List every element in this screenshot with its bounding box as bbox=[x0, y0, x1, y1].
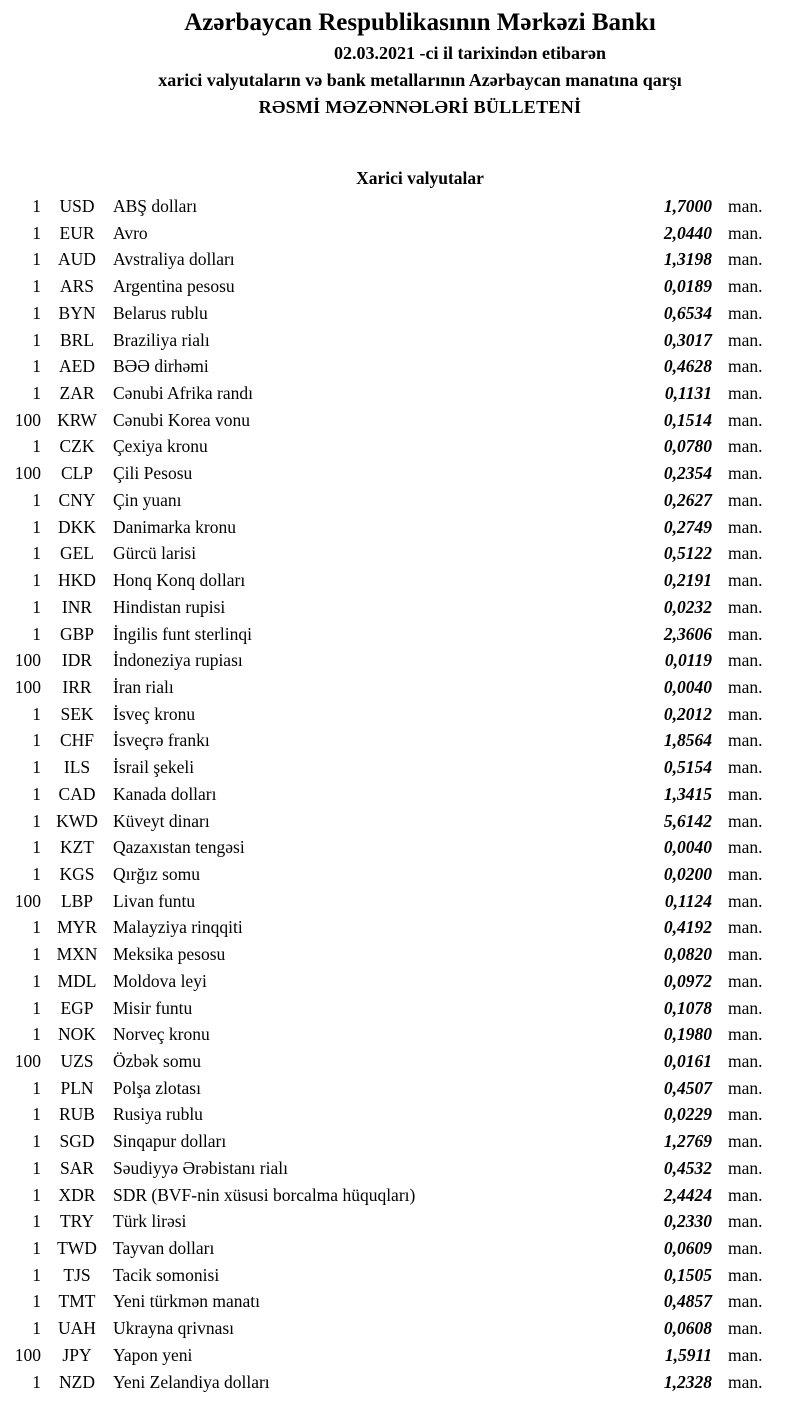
unit-label: man. bbox=[728, 783, 763, 804]
currency-name: SDR (BVF-nin xüsusi borcalma hüquqları) bbox=[113, 1184, 416, 1205]
unit-label: man. bbox=[728, 757, 763, 778]
rate-value: 0,2627 bbox=[663, 489, 712, 510]
rate-row bbox=[0, 1288, 800, 1315]
unit-label: man. bbox=[728, 650, 763, 671]
rate-row bbox=[0, 968, 800, 995]
rate-value: 0,0119 bbox=[664, 650, 712, 671]
quantity: 1 bbox=[32, 810, 41, 831]
quantity: 1 bbox=[32, 1184, 41, 1205]
currency-code: SEK bbox=[60, 703, 94, 724]
currency-code: BYN bbox=[58, 302, 96, 323]
rate-row bbox=[0, 647, 800, 674]
bulletin-header bbox=[0, 0, 800, 190]
currency-name: Sinqapur dolları bbox=[113, 1131, 227, 1152]
currency-name: Misir funtu bbox=[113, 997, 193, 1018]
quantity: 1 bbox=[32, 1264, 41, 1285]
effective-date-line: 02.03.2021 -ci il tarixindən etibarən bbox=[334, 43, 606, 63]
rate-row bbox=[0, 808, 800, 835]
unit-label: man. bbox=[728, 409, 763, 430]
unit-label: man. bbox=[728, 1131, 763, 1152]
quantity: 100 bbox=[14, 890, 41, 911]
rate-row bbox=[0, 594, 800, 621]
unit-label: man. bbox=[728, 890, 763, 911]
rate-value: 0,1131 bbox=[664, 383, 712, 404]
currency-code: KWD bbox=[56, 810, 98, 831]
rate-value: 0,0229 bbox=[663, 1104, 712, 1125]
quantity: 1 bbox=[32, 570, 41, 591]
quantity: 1 bbox=[32, 1291, 41, 1312]
currency-code: DKK bbox=[58, 516, 96, 537]
rate-value: 0,4532 bbox=[663, 1157, 712, 1178]
currency-name: Kanada dolları bbox=[113, 783, 217, 804]
rate-value: 0,5122 bbox=[663, 543, 712, 564]
quantity: 1 bbox=[32, 329, 41, 350]
currency-name: İndoneziya rupiası bbox=[113, 650, 243, 671]
rate-row bbox=[0, 353, 800, 380]
currency-name: İsveç kronu bbox=[113, 703, 196, 724]
unit-label: man. bbox=[728, 1077, 763, 1098]
rate-value: 1,8564 bbox=[663, 730, 712, 751]
currency-name: Özbək somu bbox=[113, 1051, 201, 1071]
quantity: 1 bbox=[32, 757, 41, 778]
currency-code: RUB bbox=[59, 1104, 95, 1125]
currency-code: AUD bbox=[58, 249, 96, 270]
currency-name: Qırğız somu bbox=[113, 863, 201, 884]
rate-row bbox=[0, 781, 800, 808]
rate-value: 0,2191 bbox=[663, 570, 712, 591]
rate-row bbox=[0, 1262, 800, 1289]
currency-name: Qazaxıstan tengəsi bbox=[113, 837, 245, 858]
rate-row bbox=[0, 727, 800, 754]
quantity: 1 bbox=[32, 1157, 41, 1178]
rate-value: 1,2769 bbox=[663, 1131, 712, 1152]
quantity: 1 bbox=[32, 1104, 41, 1125]
currency-code: PLN bbox=[60, 1077, 94, 1098]
rate-row bbox=[0, 754, 800, 781]
rate-row bbox=[0, 380, 800, 407]
rate-value: 0,2354 bbox=[663, 463, 712, 484]
unit-label: man. bbox=[728, 222, 763, 243]
rate-value: 0,0040 bbox=[663, 676, 712, 697]
quantity: 1 bbox=[32, 222, 41, 243]
rate-value: 1,5911 bbox=[664, 1344, 712, 1365]
currency-code: UZS bbox=[60, 1051, 94, 1071]
rate-row bbox=[0, 1128, 800, 1155]
currency-code: TWD bbox=[57, 1238, 97, 1259]
rate-value: 0,0780 bbox=[663, 436, 712, 457]
rate-value: 0,4507 bbox=[663, 1077, 712, 1098]
currency-code: UAH bbox=[58, 1318, 96, 1339]
rate-value: 1,7000 bbox=[663, 196, 712, 216]
unit-label: man. bbox=[728, 970, 763, 991]
rate-value: 0,0161 bbox=[663, 1051, 712, 1071]
quantity: 1 bbox=[32, 730, 41, 751]
quantity: 1 bbox=[32, 516, 41, 537]
rate-value: 0,6534 bbox=[663, 302, 712, 323]
rate-row bbox=[0, 246, 800, 273]
rate-row bbox=[0, 834, 800, 861]
unit-label: man. bbox=[728, 436, 763, 457]
rate-value: 0,0200 bbox=[663, 863, 712, 884]
currency-code: ILS bbox=[63, 757, 91, 778]
rate-row bbox=[0, 674, 800, 701]
currency-code: BRL bbox=[59, 329, 95, 350]
currency-code: NOK bbox=[58, 1024, 96, 1045]
unit-label: man. bbox=[728, 810, 763, 831]
rate-value: 1,3415 bbox=[663, 783, 712, 804]
currency-name: İngilis funt sterlinqi bbox=[113, 623, 253, 644]
currency-name: Braziliya rialı bbox=[113, 329, 210, 350]
rate-value: 0,1514 bbox=[663, 409, 712, 430]
quantity: 1 bbox=[32, 970, 41, 991]
currency-code: MYR bbox=[57, 917, 97, 938]
rate-value: 0,3017 bbox=[663, 329, 712, 350]
currency-name: Türk lirəsi bbox=[113, 1211, 187, 1232]
rate-value: 2,0440 bbox=[663, 222, 712, 243]
currency-name: ABŞ dolları bbox=[113, 196, 198, 216]
rate-value: 0,0189 bbox=[663, 276, 712, 297]
rate-row bbox=[0, 567, 800, 594]
currency-name: İsrail şekeli bbox=[113, 757, 195, 778]
currency-name: Cənubi Afrika randı bbox=[113, 383, 253, 404]
rate-value: 0,1980 bbox=[663, 1024, 712, 1045]
currency-code: EUR bbox=[59, 222, 95, 243]
rate-row bbox=[0, 621, 800, 648]
rate-row bbox=[0, 1182, 800, 1209]
currency-name: Malayziya rinqqiti bbox=[113, 917, 243, 938]
currency-name: Honq Konq dolları bbox=[113, 570, 246, 591]
unit-label: man. bbox=[728, 516, 763, 537]
rate-row bbox=[0, 1101, 800, 1128]
currency-name: Argentina pesosu bbox=[113, 276, 235, 297]
rate-row bbox=[0, 701, 800, 728]
rate-row bbox=[0, 487, 800, 514]
rate-value: 0,1124 bbox=[664, 890, 712, 911]
section-title-foreign-currencies: Xarici valyutalar bbox=[356, 168, 484, 188]
unit-label: man. bbox=[728, 276, 763, 297]
rate-value: 2,3606 bbox=[663, 623, 712, 644]
bulletin-title: RƏSMİ MƏZƏNNƏLƏRİ BÜLLETENİ bbox=[258, 97, 582, 117]
quantity: 100 bbox=[14, 676, 41, 697]
currency-code: CNY bbox=[58, 489, 96, 510]
currency-code: CHF bbox=[59, 730, 95, 751]
quantity: 1 bbox=[32, 623, 41, 644]
currency-code: EGP bbox=[60, 997, 94, 1018]
rate-row bbox=[0, 995, 800, 1022]
rate-row bbox=[0, 1369, 800, 1396]
currency-name: BƏƏ dirhəmi bbox=[113, 356, 209, 377]
unit-label: man. bbox=[728, 543, 763, 564]
rate-value: 0,4192 bbox=[663, 917, 712, 938]
currency-name: Yeni Zelandiya dolları bbox=[113, 1371, 270, 1392]
quantity: 1 bbox=[32, 383, 41, 404]
currency-code: CLP bbox=[60, 463, 94, 484]
currency-name: Səudiyyə Ərəbistanı rialı bbox=[113, 1157, 288, 1178]
currency-code: KRW bbox=[57, 409, 97, 430]
rate-row bbox=[0, 888, 800, 915]
currency-name: Polşa zlotası bbox=[113, 1077, 201, 1098]
currency-code: SAR bbox=[59, 1157, 95, 1178]
currency-name: Küveyt dinarı bbox=[113, 810, 210, 831]
rate-row bbox=[0, 1075, 800, 1102]
quantity: 1 bbox=[32, 997, 41, 1018]
currency-code: HKD bbox=[58, 570, 96, 591]
currency-code: KGS bbox=[59, 863, 95, 884]
unit-label: man. bbox=[728, 623, 763, 644]
currency-code: MDL bbox=[57, 970, 97, 991]
currency-name: Norveç kronu bbox=[113, 1024, 210, 1045]
currency-code: LBP bbox=[60, 890, 94, 911]
currency-name: Tayvan dolları bbox=[113, 1238, 215, 1259]
unit-label: man. bbox=[728, 1157, 763, 1178]
rate-row bbox=[0, 914, 800, 941]
currency-code: USD bbox=[59, 196, 95, 216]
quantity: 1 bbox=[32, 596, 41, 617]
rate-value: 5,6142 bbox=[663, 810, 712, 831]
currency-name: Tacik somonisi bbox=[113, 1264, 220, 1285]
currency-name: Yapon yeni bbox=[113, 1344, 193, 1365]
currency-code: INR bbox=[61, 596, 93, 617]
quantity: 1 bbox=[32, 276, 41, 297]
unit-label: man. bbox=[728, 676, 763, 697]
rate-value: 0,2330 bbox=[663, 1211, 712, 1232]
quantity: 1 bbox=[32, 489, 41, 510]
rate-value: 1,3198 bbox=[663, 249, 712, 270]
rate-row bbox=[0, 1235, 800, 1262]
currency-name: Hindistan rupisi bbox=[113, 596, 226, 617]
currency-code: ARS bbox=[59, 276, 95, 297]
quantity: 100 bbox=[14, 1344, 41, 1365]
rate-row bbox=[0, 273, 800, 300]
quantity: 1 bbox=[32, 1077, 41, 1098]
currency-name: İsveçrə frankı bbox=[113, 730, 210, 751]
rate-row bbox=[0, 1315, 800, 1342]
currency-name: Çili Pesosu bbox=[113, 463, 193, 484]
quantity: 1 bbox=[32, 543, 41, 564]
currency-name: İran rialı bbox=[113, 676, 174, 697]
currency-code: MXN bbox=[56, 944, 98, 965]
quantity: 100 bbox=[14, 650, 41, 671]
quantity: 1 bbox=[32, 837, 41, 858]
unit-label: man. bbox=[728, 196, 763, 216]
currency-name: Çin yuanı bbox=[113, 489, 182, 510]
unit-label: man. bbox=[728, 1238, 763, 1259]
unit-label: man. bbox=[728, 1211, 763, 1232]
quantity: 100 bbox=[14, 1051, 41, 1071]
unit-label: man. bbox=[728, 1291, 763, 1312]
quantity: 1 bbox=[32, 783, 41, 804]
unit-label: man. bbox=[728, 944, 763, 965]
rate-row bbox=[0, 1021, 800, 1048]
rate-row bbox=[0, 220, 800, 247]
currency-code: CZK bbox=[59, 436, 95, 457]
currency-code: TJS bbox=[63, 1264, 91, 1285]
rate-value: 0,0609 bbox=[663, 1238, 712, 1259]
rates-table bbox=[0, 193, 800, 1395]
quantity: 1 bbox=[32, 196, 41, 216]
unit-label: man. bbox=[728, 570, 763, 591]
unit-label: man. bbox=[728, 489, 763, 510]
rate-value: 0,1505 bbox=[663, 1264, 712, 1285]
rate-row bbox=[0, 540, 800, 567]
rate-row bbox=[0, 1155, 800, 1182]
quantity: 1 bbox=[32, 1024, 41, 1045]
quantity: 1 bbox=[32, 1238, 41, 1259]
rate-value: 0,1078 bbox=[663, 997, 712, 1018]
quantity: 100 bbox=[14, 409, 41, 430]
rate-row bbox=[0, 300, 800, 327]
unit-label: man. bbox=[728, 837, 763, 858]
currency-name: Avro bbox=[113, 222, 148, 243]
quantity: 1 bbox=[32, 356, 41, 377]
rate-row bbox=[0, 861, 800, 888]
currency-name: Cənubi Korea vonu bbox=[113, 409, 251, 430]
quantity: 1 bbox=[32, 436, 41, 457]
currency-code: SGD bbox=[59, 1131, 95, 1152]
rate-row bbox=[0, 327, 800, 354]
currency-name: Çexiya kronu bbox=[113, 436, 208, 457]
rate-value: 0,2749 bbox=[663, 516, 712, 537]
unit-label: man. bbox=[728, 1051, 763, 1071]
unit-label: man. bbox=[728, 863, 763, 884]
quantity: 100 bbox=[14, 463, 41, 484]
quantity: 1 bbox=[32, 917, 41, 938]
unit-label: man. bbox=[728, 383, 763, 404]
rate-value: 1,2328 bbox=[663, 1371, 712, 1392]
unit-label: man. bbox=[728, 997, 763, 1018]
rate-row bbox=[0, 407, 800, 434]
rate-value: 0,5154 bbox=[663, 757, 712, 778]
currency-name: Gürcü larisi bbox=[113, 543, 197, 564]
rate-row bbox=[0, 193, 800, 220]
currency-code: AED bbox=[59, 356, 95, 377]
quantity: 1 bbox=[32, 1131, 41, 1152]
rate-row bbox=[0, 514, 800, 541]
currency-code: GEL bbox=[59, 543, 95, 564]
unit-label: man. bbox=[728, 1264, 763, 1285]
unit-label: man. bbox=[728, 329, 763, 350]
rate-row bbox=[0, 1208, 800, 1235]
rate-row bbox=[0, 460, 800, 487]
rate-value: 0,0232 bbox=[663, 596, 712, 617]
currency-code: TRY bbox=[59, 1211, 95, 1232]
currency-name: Danimarka kronu bbox=[113, 516, 236, 537]
unit-label: man. bbox=[728, 703, 763, 724]
quantity: 1 bbox=[32, 944, 41, 965]
currency-code: XDR bbox=[58, 1184, 96, 1205]
currency-name: Livan funtu bbox=[113, 890, 196, 911]
quantity: 1 bbox=[32, 863, 41, 884]
quantity: 1 bbox=[32, 1318, 41, 1339]
unit-label: man. bbox=[728, 1318, 763, 1339]
rate-row bbox=[0, 1342, 800, 1369]
currency-code: TMT bbox=[58, 1291, 96, 1312]
currency-code: CAD bbox=[58, 783, 96, 804]
quantity: 1 bbox=[32, 703, 41, 724]
unit-label: man. bbox=[728, 463, 763, 484]
currency-name: Ukrayna qrivnası bbox=[113, 1318, 235, 1339]
currency-name: Yeni türkmən manatı bbox=[113, 1291, 260, 1312]
currency-name: Meksika pesosu bbox=[113, 944, 226, 965]
currency-code: IRR bbox=[62, 676, 92, 697]
currency-code: GBP bbox=[59, 623, 95, 644]
currency-name: Rusiya rublu bbox=[113, 1104, 203, 1125]
rate-value: 0,4857 bbox=[663, 1291, 712, 1312]
rate-row bbox=[0, 1048, 800, 1075]
quantity: 1 bbox=[32, 249, 41, 270]
unit-label: man. bbox=[728, 356, 763, 377]
rate-value: 0,0040 bbox=[663, 837, 712, 858]
rate-value: 2,4424 bbox=[663, 1184, 712, 1205]
quantity: 1 bbox=[32, 1371, 41, 1392]
rate-value: 0,0608 bbox=[663, 1318, 712, 1339]
unit-label: man. bbox=[728, 1344, 763, 1365]
currency-code: JPY bbox=[62, 1344, 92, 1365]
quantity: 1 bbox=[32, 302, 41, 323]
unit-label: man. bbox=[728, 596, 763, 617]
unit-label: man. bbox=[728, 302, 763, 323]
unit-label: man. bbox=[728, 1104, 763, 1125]
bank-name: Azərbaycan Respublikasının Mərkəzi Bankı bbox=[184, 9, 656, 36]
unit-label: man. bbox=[728, 1371, 763, 1392]
bulletin-subtitle: xarici valyutaların və bank metallarının Azərbaycan manatına qarşı bbox=[158, 70, 682, 90]
currency-name: Belarus rublu bbox=[113, 302, 208, 323]
rate-value: 0,4628 bbox=[663, 356, 712, 377]
currency-code: IDR bbox=[61, 650, 93, 671]
currency-code: NZD bbox=[59, 1371, 95, 1392]
unit-label: man. bbox=[728, 1024, 763, 1045]
rate-row bbox=[0, 433, 800, 460]
unit-label: man. bbox=[728, 1184, 763, 1205]
rate-value: 0,0972 bbox=[663, 970, 712, 991]
currency-name: Moldova leyi bbox=[113, 970, 207, 991]
currency-code: KZT bbox=[59, 837, 95, 858]
unit-label: man. bbox=[728, 730, 763, 751]
rate-value: 0,0820 bbox=[663, 944, 712, 965]
unit-label: man. bbox=[728, 917, 763, 938]
currency-code: ZAR bbox=[59, 383, 95, 404]
rate-row bbox=[0, 941, 800, 968]
currency-name: Avstraliya dolları bbox=[113, 249, 235, 270]
unit-label: man. bbox=[728, 249, 763, 270]
quantity: 1 bbox=[32, 1211, 41, 1232]
rate-value: 0,2012 bbox=[663, 703, 712, 724]
